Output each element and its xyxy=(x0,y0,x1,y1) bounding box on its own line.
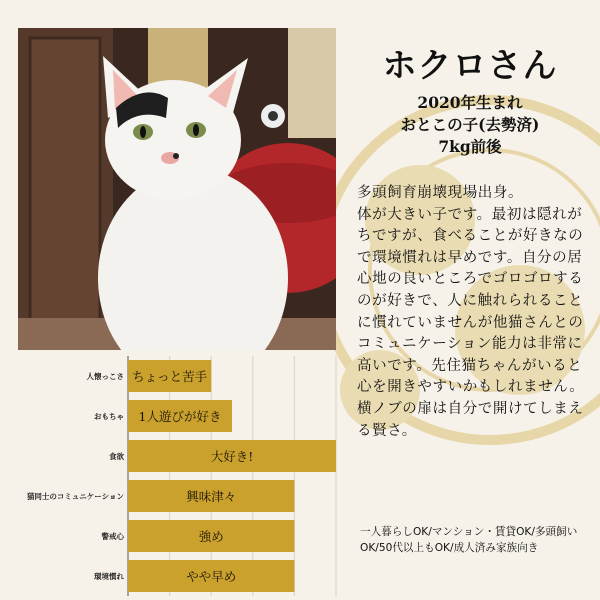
cat-photo xyxy=(18,28,336,350)
bar-label: 1人遊びが好き xyxy=(138,409,222,424)
birth-year: 2020年生まれ xyxy=(417,93,523,112)
description-body: 体が大きい子です。最初は隠れがちですが、食べることが好きなので環境慣れは早めです。自分の居心地の良いところでゴロゴロするのが好きで、人に触れられることに慣れていませんが他猫さんとのコミュニケーション能力は非常に高いです。先住猫ちゃんがいると心を開きやすいかもしれません。横ノブの扉は自分で開けてしまえる賢さ。 xyxy=(357,206,585,439)
category-label: 猫同士のコミュニケーション xyxy=(26,492,124,501)
weight-info: 7kg前後 xyxy=(438,137,502,156)
bar-label: 興味津々 xyxy=(186,489,237,504)
category-label: 食欲 xyxy=(109,452,124,461)
category-label: 環境慣れ xyxy=(94,572,124,581)
category-label: おもちゃ xyxy=(94,412,124,421)
bar-label: 大好き! xyxy=(210,449,254,464)
cat-name: ホクロさん xyxy=(382,46,558,86)
description xyxy=(357,183,593,442)
bar-label: 強め xyxy=(198,529,224,544)
sex-info: おとこの子(去勢済) xyxy=(400,115,540,134)
profile-info xyxy=(340,92,600,158)
personality-bar-chart xyxy=(0,352,345,600)
bar-label: やや早め xyxy=(186,569,237,584)
adoption-conditions: 一人暮らしOK/マンション・賃貸OK/多頭飼いOK/50代以上もOK/成人済み家族向き xyxy=(360,526,578,554)
bar-label: ちょっと苦手 xyxy=(132,369,208,384)
category-label: 警戒心 xyxy=(101,532,124,541)
category-label: 人懐っこさ xyxy=(86,372,124,381)
description-origin: 多頭飼育崩壊現場出身。 xyxy=(357,185,524,201)
